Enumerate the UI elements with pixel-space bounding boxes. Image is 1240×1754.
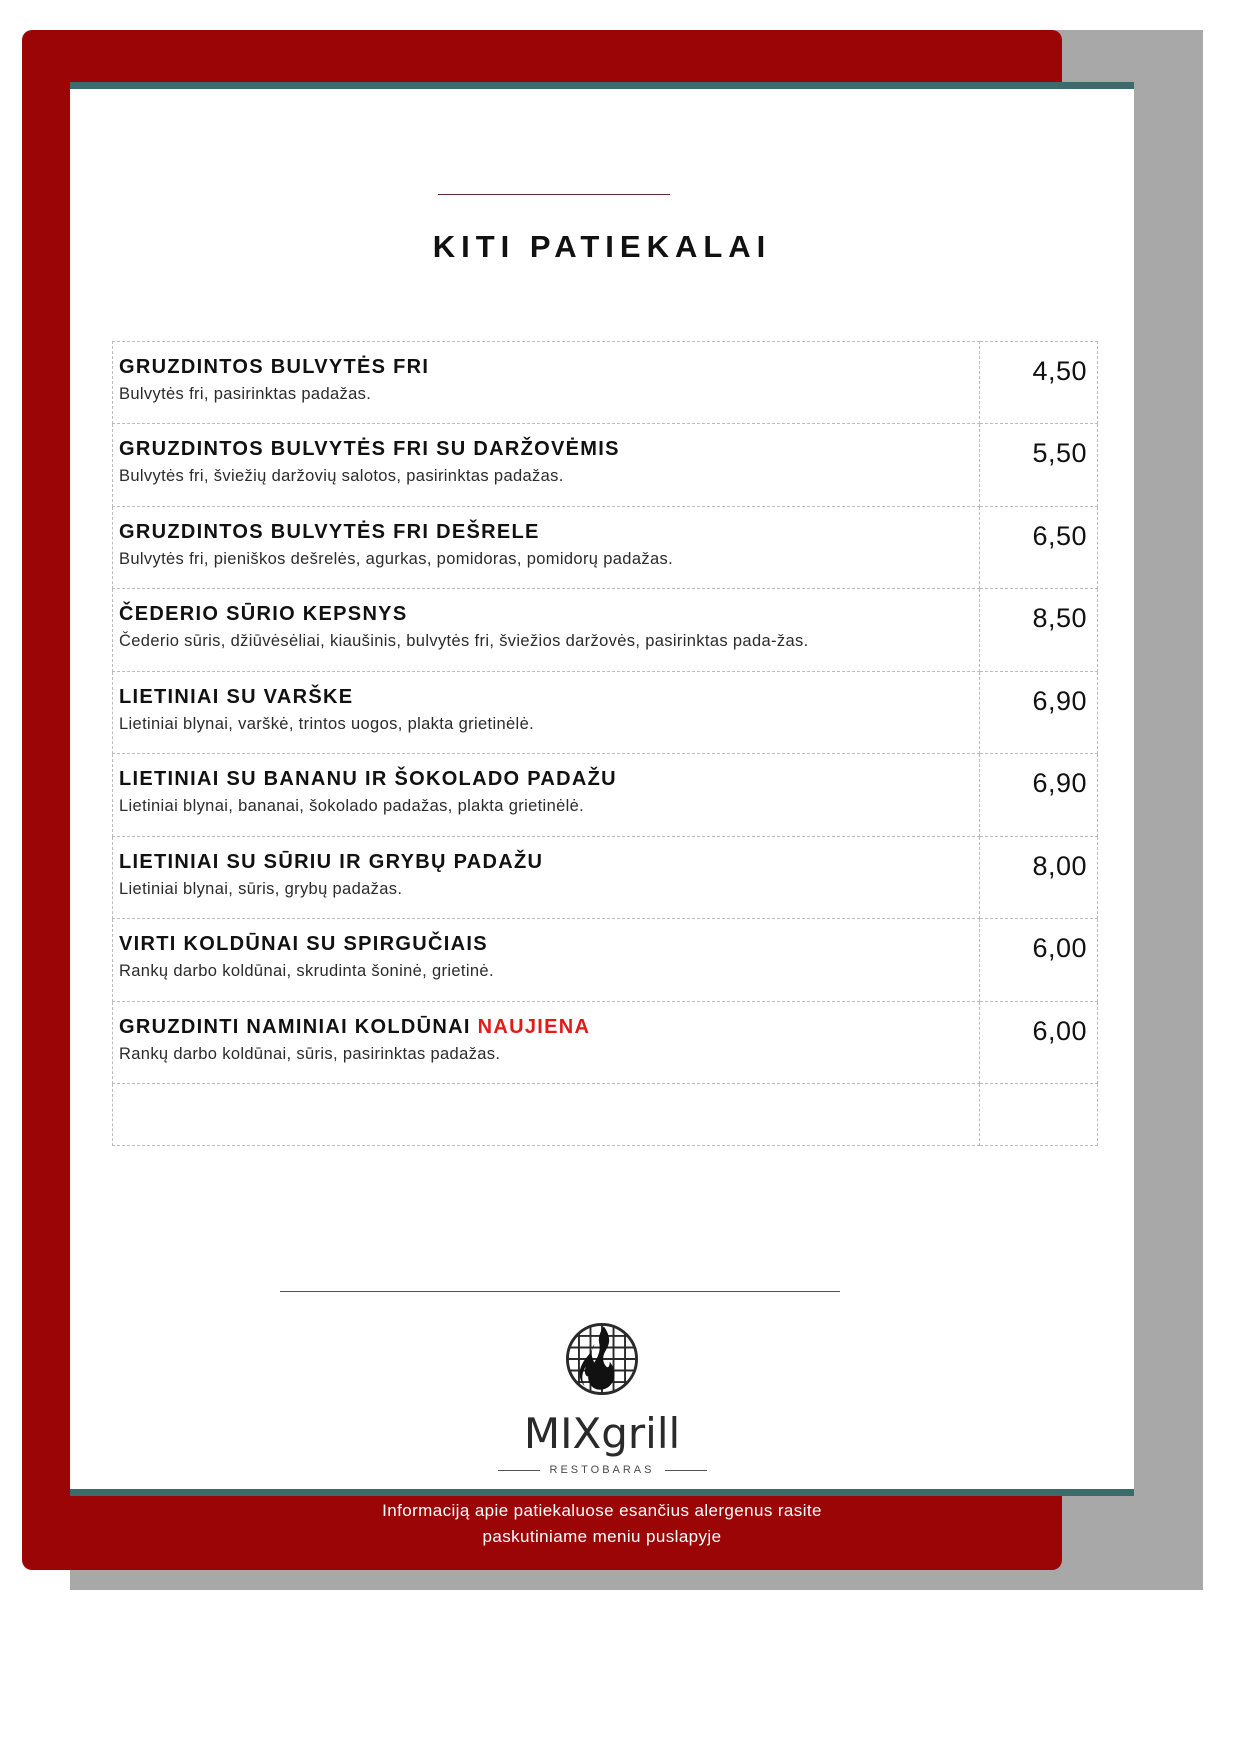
menu-item-price-empty — [980, 1083, 1098, 1145]
new-badge: NAUJIENA — [477, 1015, 591, 1038]
menu-item-price: 6,90 — [980, 754, 1098, 836]
menu-item-cell — [113, 754, 980, 836]
logo-rule-left — [498, 1470, 540, 1471]
menu-item-name: GRUZDINTOS BULVYTĖS FRI DEŠRELE — [119, 520, 540, 543]
grill-flame-icon — [554, 1311, 650, 1407]
brand-logo — [70, 1311, 1134, 1476]
footer-divider — [280, 1291, 840, 1292]
menu-item-price: 6,90 — [980, 671, 1098, 753]
menu-table — [112, 341, 1098, 1146]
menu-row — [113, 589, 1098, 671]
menu-item-price: 6,00 — [980, 1001, 1098, 1083]
menu-item-description: Bulvytės fri, pieniškos dešrelės, agurkas, pomidoras, pomidorų padažas. — [119, 549, 674, 568]
menu-row — [113, 424, 1098, 506]
menu-item-cell — [113, 589, 980, 671]
menu-row — [113, 342, 1098, 424]
allergen-notice — [70, 1498, 1134, 1551]
allergen-line-2: paskutiniame meniu puslapyje — [482, 1527, 722, 1547]
menu-item-name: LIETINIAI SU VARŠKE — [119, 685, 354, 708]
menu-row-empty — [113, 1083, 1098, 1145]
logo-rule-right — [665, 1470, 707, 1471]
menu-item-description: Rankų darbo koldūnai, sūris, pasirinktas padažas. — [119, 1044, 501, 1063]
allergen-line-1: Informaciją apie patiekaluose esančius alergenus rasite — [382, 1501, 822, 1520]
menu-item-price: 8,50 — [980, 589, 1098, 671]
menu-item-name: GRUZDINTOS BULVYTĖS FRI SU DARŽOVĖMIS — [119, 438, 620, 461]
menu-row — [113, 836, 1098, 918]
menu-item-cell — [113, 506, 980, 588]
logo-wordmark: MIXgrill — [523, 1409, 681, 1458]
menu-item-description: Rankų darbo koldūnai, skrudinta šoninė, grietinė. — [119, 962, 494, 981]
menu-row — [113, 754, 1098, 836]
menu-item-cell — [113, 424, 980, 506]
menu-item-name: GRUZDINTOS BULVYTĖS FRI — [119, 356, 430, 378]
menu-item-cell-empty — [113, 1083, 980, 1145]
logo-subtitle: RESTOBARAS — [549, 1464, 655, 1476]
menu-row — [113, 1001, 1098, 1083]
menu-item-description: Lietiniai blynai, bananai, šokolado padažas, plakta grietinėlė. — [119, 797, 585, 816]
menu-item-description: Bulvytės fri, pasirinktas padažas. — [119, 385, 372, 403]
menu-item-name: LIETINIAI SU SŪRIU IR GRYBŲ PADAŽU — [119, 850, 544, 873]
menu-item-cell — [113, 671, 980, 753]
title-divider — [438, 194, 670, 195]
logo-subtitle-group — [498, 1464, 707, 1476]
menu-item-price: 5,50 — [980, 424, 1098, 506]
menu-item-name: LIETINIAI SU BANANU IR ŠOKOLADO PADAŽU — [119, 768, 617, 791]
menu-item-description: Čederio sūris, džiūvėsėliai, kiaušinis, bulvytės fri, šviežios daržovės, pasirinktas pada-žas. — [119, 632, 809, 651]
menu-row — [113, 671, 1098, 753]
menu-item-cell — [113, 1001, 980, 1083]
menu-item-name: GRUZDINTI NAMINIAI KOLDŪNAI NAUJIENA — [119, 1015, 591, 1038]
menu-row — [113, 506, 1098, 588]
menu-item-price: 6,00 — [980, 919, 1098, 1001]
menu-item-description: Bulvytės fri, šviežių daržovių salotos, pasirinktas padažas. — [119, 467, 564, 486]
menu-item-cell — [113, 836, 980, 918]
menu-item-price: 8,00 — [980, 836, 1098, 918]
menu-item-description: Lietiniai blynai, varškė, trintos uogos, plakta grietinėlė. — [119, 714, 535, 733]
page-title: KITI PATIEKALAI — [432, 229, 772, 264]
teal-rule-bottom — [70, 1489, 1134, 1496]
menu-item-cell — [113, 919, 980, 1001]
menu-item-cell — [113, 342, 980, 424]
menu-item-name: ČEDERIO SŪRIO KEPSNYS — [119, 603, 408, 626]
teal-rule-top — [70, 82, 1134, 89]
menu-item-price: 6,50 — [980, 506, 1098, 588]
menu-content — [70, 89, 1134, 1489]
menu-row — [113, 919, 1098, 1001]
menu-item-name: VIRTI KOLDŪNAI SU SPIRGUČIAIS — [119, 933, 488, 956]
menu-item-price: 4,50 — [980, 342, 1098, 424]
menu-item-description: Lietiniai blynai, sūris, grybų padažas. — [119, 879, 403, 898]
